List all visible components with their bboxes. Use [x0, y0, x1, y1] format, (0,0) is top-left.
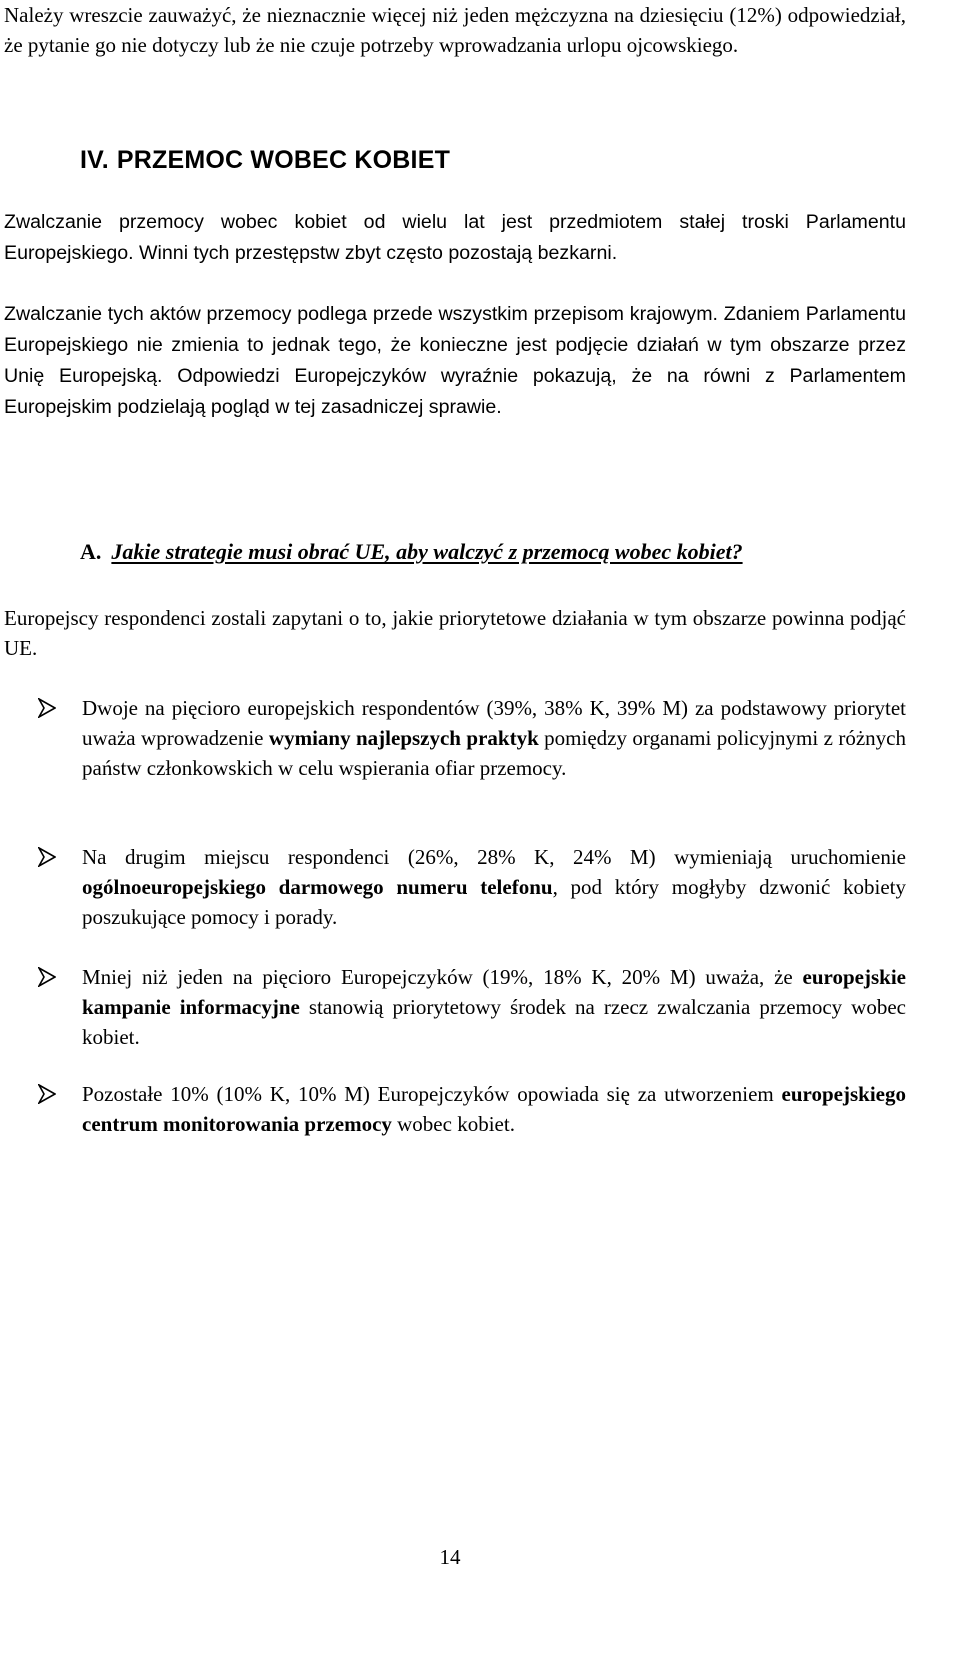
section-number: IV.	[80, 146, 109, 174]
bullet-text-part: stanowią priorytetowy środek na rzecz zwalczania przemocy wobec kobiet.	[82, 995, 906, 1049]
arrowhead-bullet-icon	[38, 1084, 56, 1104]
bullet-text-part: Mniej niż jeden na pięcioro Europejczyków (19%, 18% K, 20% M) uważa, że	[82, 965, 803, 989]
bullet-text-part: , pod który mogłyby dzwonić kobiety poszukujące pomocy i porady.	[82, 875, 906, 929]
bullet-text	[82, 842, 906, 932]
subsection-heading	[80, 537, 743, 567]
paragraph-1: Zwalczanie przemocy wobec kobiet od wielu lat jest przedmiotem stałej troski Parlamentu Europejskiego. Winni tych przestępstw zbyt często pozostają bezkarni.	[4, 211, 906, 264]
arrowhead-bullet-icon	[38, 698, 56, 718]
bullet-text-part: wobec kobiet.	[391, 1112, 515, 1136]
bullet-text	[82, 1079, 906, 1139]
intro-paragraph: Należy wreszcie zauważyć, że nieznacznie więcej niż jeden mężczyzna na dziesięciu (12%) odpowiedział, że pytanie go nie dotyczy lub że nie czuje potrzeby wprowadzania urlopu ojcowskiego.	[4, 3, 906, 57]
section-title: PRZEMOC WOBEC KOBIET	[116, 146, 451, 174]
bullet-text	[82, 962, 906, 1052]
bullet-text-part: Na drugim miejscu respondenci (26%, 28% K, 24% M) wymieniają uruchomienie	[82, 845, 906, 869]
arrowhead-bullet-icon	[38, 847, 56, 867]
bullet-emphasis: europejskiego centrum monitorowania przemocy	[82, 1082, 906, 1136]
bullet-text-part: Dwoje na pięcioro europejskich respondentów (39%, 38% K, 39% M) za podstawowy priorytet uważa wprowadzenie	[82, 696, 906, 750]
page-number: 14	[439, 1545, 461, 1569]
subsection-question: Jakie strategie musi obrać UE, aby walczyć z przemocą wobec kobiet?	[111, 539, 743, 564]
arrowhead-bullet-icon	[38, 967, 56, 987]
subsection-letter: A.	[80, 539, 102, 564]
section-heading	[80, 145, 450, 175]
paragraph-2: Zwalczanie tych aktów przemocy podlega przede wszystkim przepisom krajowym. Zdaniem Parlamentu Europejskiego nie zmienia to jednak tego, że konieczne jest podjęcie działań w tym obszarze przez Unię Europejską. Odpowiedzi Europejczyków wyraźnie pokazują, że na równi z Parlamentem Europejskim podzielają pogląd w tej zasadniczej sprawie.	[4, 303, 906, 418]
bullet-emphasis: wymiany najlepszych praktyk	[268, 726, 539, 750]
bullet-text	[82, 693, 906, 783]
bullet-text-part: Pozostałe 10% (10% K, 10% M) Europejczyków opowiada się za utworzeniem	[82, 1082, 782, 1106]
bullet-text-part: pomiędzy organami policyjnymi z różnych państw członkowskich w celu wspierania ofiar przemocy.	[82, 726, 907, 780]
paragraph-3: Europejscy respondenci zostali zapytani o to, jakie priorytetowe działania w tym obszarze powinna podjąć UE.	[4, 606, 906, 660]
bullet-emphasis: europejskie kampanie informacyjne	[82, 965, 906, 1019]
bullet-emphasis: ogólnoeuropejskiego darmowego numeru telefonu	[82, 875, 553, 899]
